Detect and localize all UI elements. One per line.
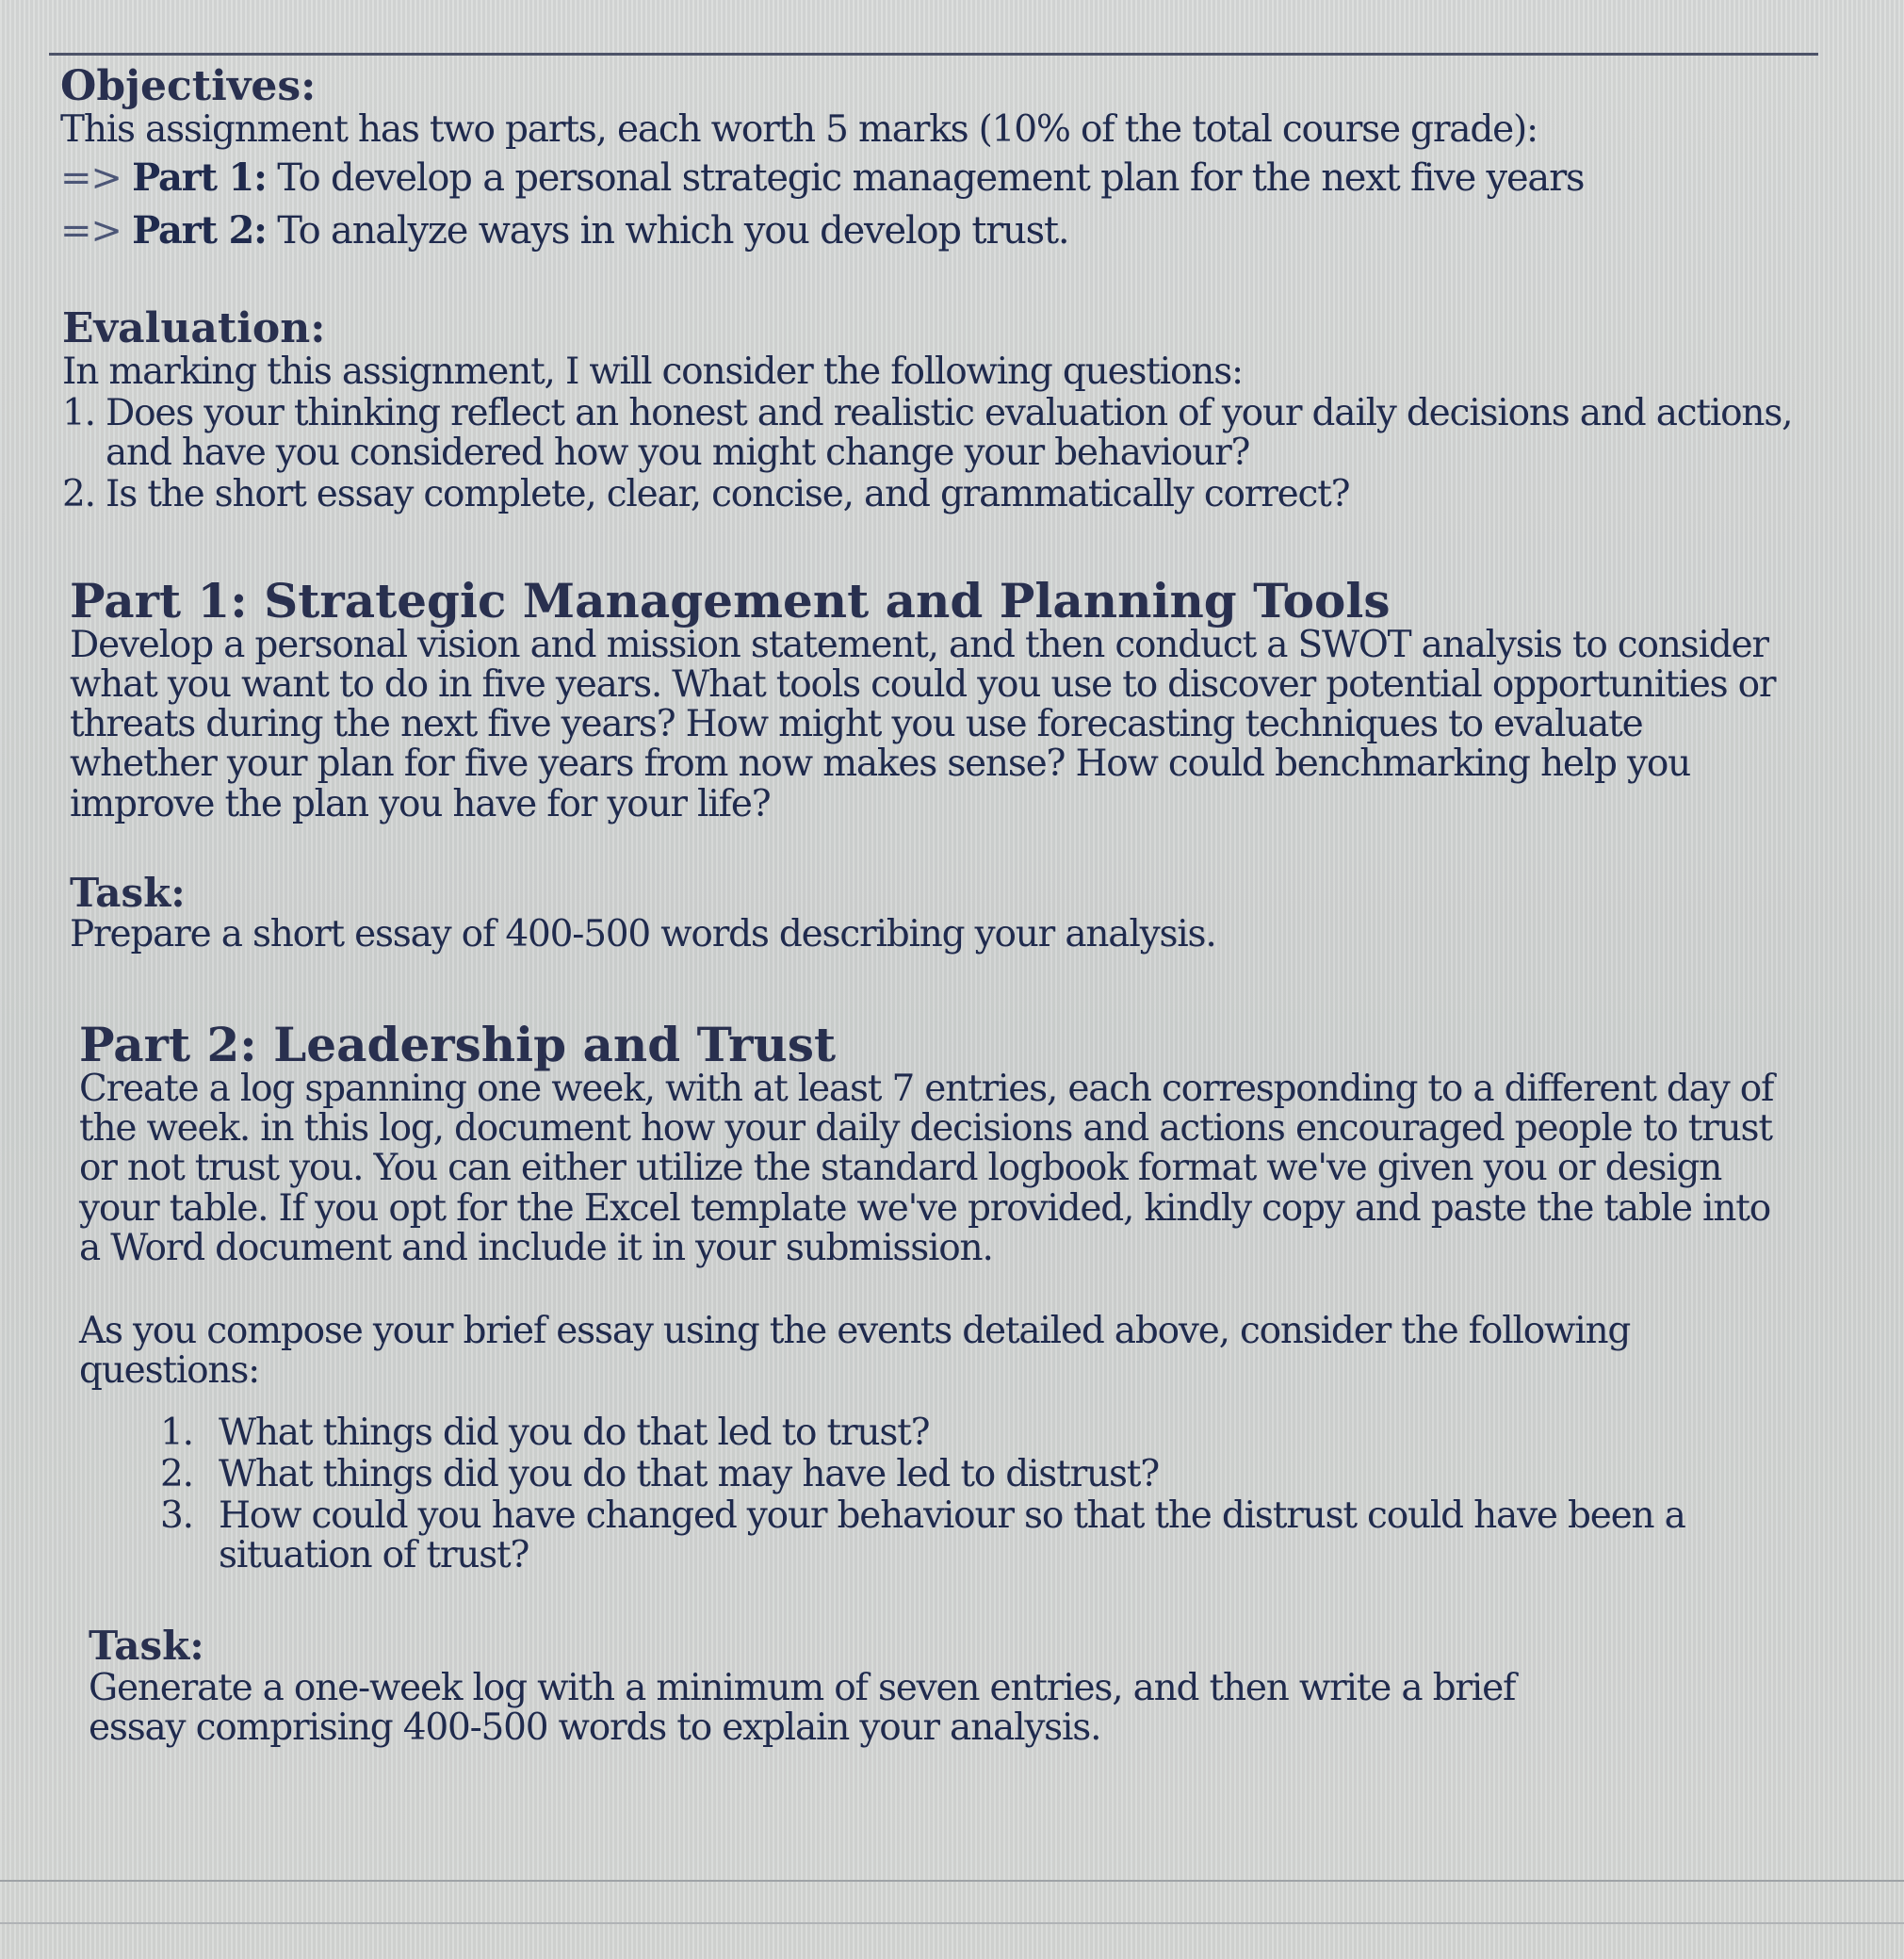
list-number: 3.: [160, 1494, 193, 1538]
list-item-text: How could you have changed your behaviour so that the distrust could have been a situation of trust?: [219, 1494, 1685, 1577]
part2-body: Create a log spanning one week, with at least 7 entries, each corresponding to a different day of the week. in this log, document how your daily decisions and actions encouraged people to trust or not trust you. You can either utilize the standard logbook format we've given you or design your table. If you opt for the Excel template we've provided, kindly copy and paste the table into a Word document and include it in your submission.: [79, 1068, 1774, 1269]
objective-part-1-label: Part 1:: [132, 155, 267, 200]
list-item: [62, 391, 1794, 474]
bottom-divider: [0, 1880, 1904, 1882]
list-number: 2.: [62, 473, 95, 516]
part2-questions: [160, 1413, 1794, 1575]
list-item-text: What things did you do that led to trust?: [219, 1411, 930, 1454]
top-divider: [49, 53, 1818, 56]
bottom-divider-secondary: [0, 1922, 1904, 1924]
objective-part-2: [60, 203, 1794, 259]
list-item-text: Is the short essay complete, clear, concise, and grammatically correct?: [106, 473, 1350, 516]
list-item-text: What things did you do that may have led to distrust?: [219, 1453, 1159, 1496]
list-item: [62, 475, 1794, 514]
part2-task-heading: Task:: [89, 1623, 204, 1670]
list-number: 1.: [160, 1411, 193, 1454]
evaluation-heading: Evaluation:: [62, 303, 326, 352]
evaluation-section: [62, 304, 1794, 514]
objective-part-2-text: To analyze ways in which you develop trust.: [277, 208, 1069, 253]
part1-task-heading: Task:: [70, 869, 186, 916]
part2-heading: Part 2: Leadership and Trust: [79, 1017, 837, 1073]
objective-part-2-label: Part 2:: [132, 207, 267, 253]
part1-section: [70, 573, 1794, 955]
part1-task-text: Prepare a short essay of 400-500 words describing your analysis.: [70, 913, 1216, 956]
evaluation-intro: In marking this assignment, I will consider the following questions:: [62, 350, 1243, 393]
objectives-section: [60, 62, 1794, 259]
list-item: [160, 1413, 1794, 1453]
part1-heading: Part 1: Strategic Management and Planning Tools: [70, 573, 1391, 629]
part1-body: Develop a personal vision and mission statement, and then conduct a SWOT analysis to consider what you want to do in five years. What tools could you use to discover potential opportunities or threats during the next five years? How might you use forecasting techniques to evaluate whether your plan for five years from now makes sense? How could benchmarking help you improve the plan you have for your life?: [70, 624, 1776, 825]
assignment-content: [60, 62, 1794, 1748]
list-item: [160, 1455, 1794, 1494]
objective-part-1-text: To develop a personal strategic management plan for the next five years: [277, 155, 1585, 200]
list-item: [160, 1496, 1794, 1575]
evaluation-questions: [62, 391, 1794, 516]
part2-section: [79, 1017, 1794, 1748]
objectives-intro: This assignment has two parts, each worth 5 marks (10% of the total course grade):: [60, 107, 1538, 151]
objectives-heading: Objectives:: [60, 62, 317, 110]
part2-questions-intro: As you compose your brief essay using the events detailed above, consider the following questions:: [79, 1309, 1631, 1392]
list-item-text: Does your thinking reflect an honest and realistic evaluation of your daily decisions and actions, and have you considered how you might change your behaviour?: [106, 391, 1793, 474]
list-number: 1.: [62, 391, 95, 434]
objective-part-1: [60, 150, 1794, 206]
arrow-marker: =>: [60, 155, 122, 200]
arrow-marker: =>: [60, 208, 122, 253]
part2-task-text: Generate a one-week log with a minimum of seven entries, and then write a brief essay comprising 400-500 words to explain your analysis.: [89, 1666, 1516, 1749]
list-number: 2.: [160, 1453, 193, 1496]
